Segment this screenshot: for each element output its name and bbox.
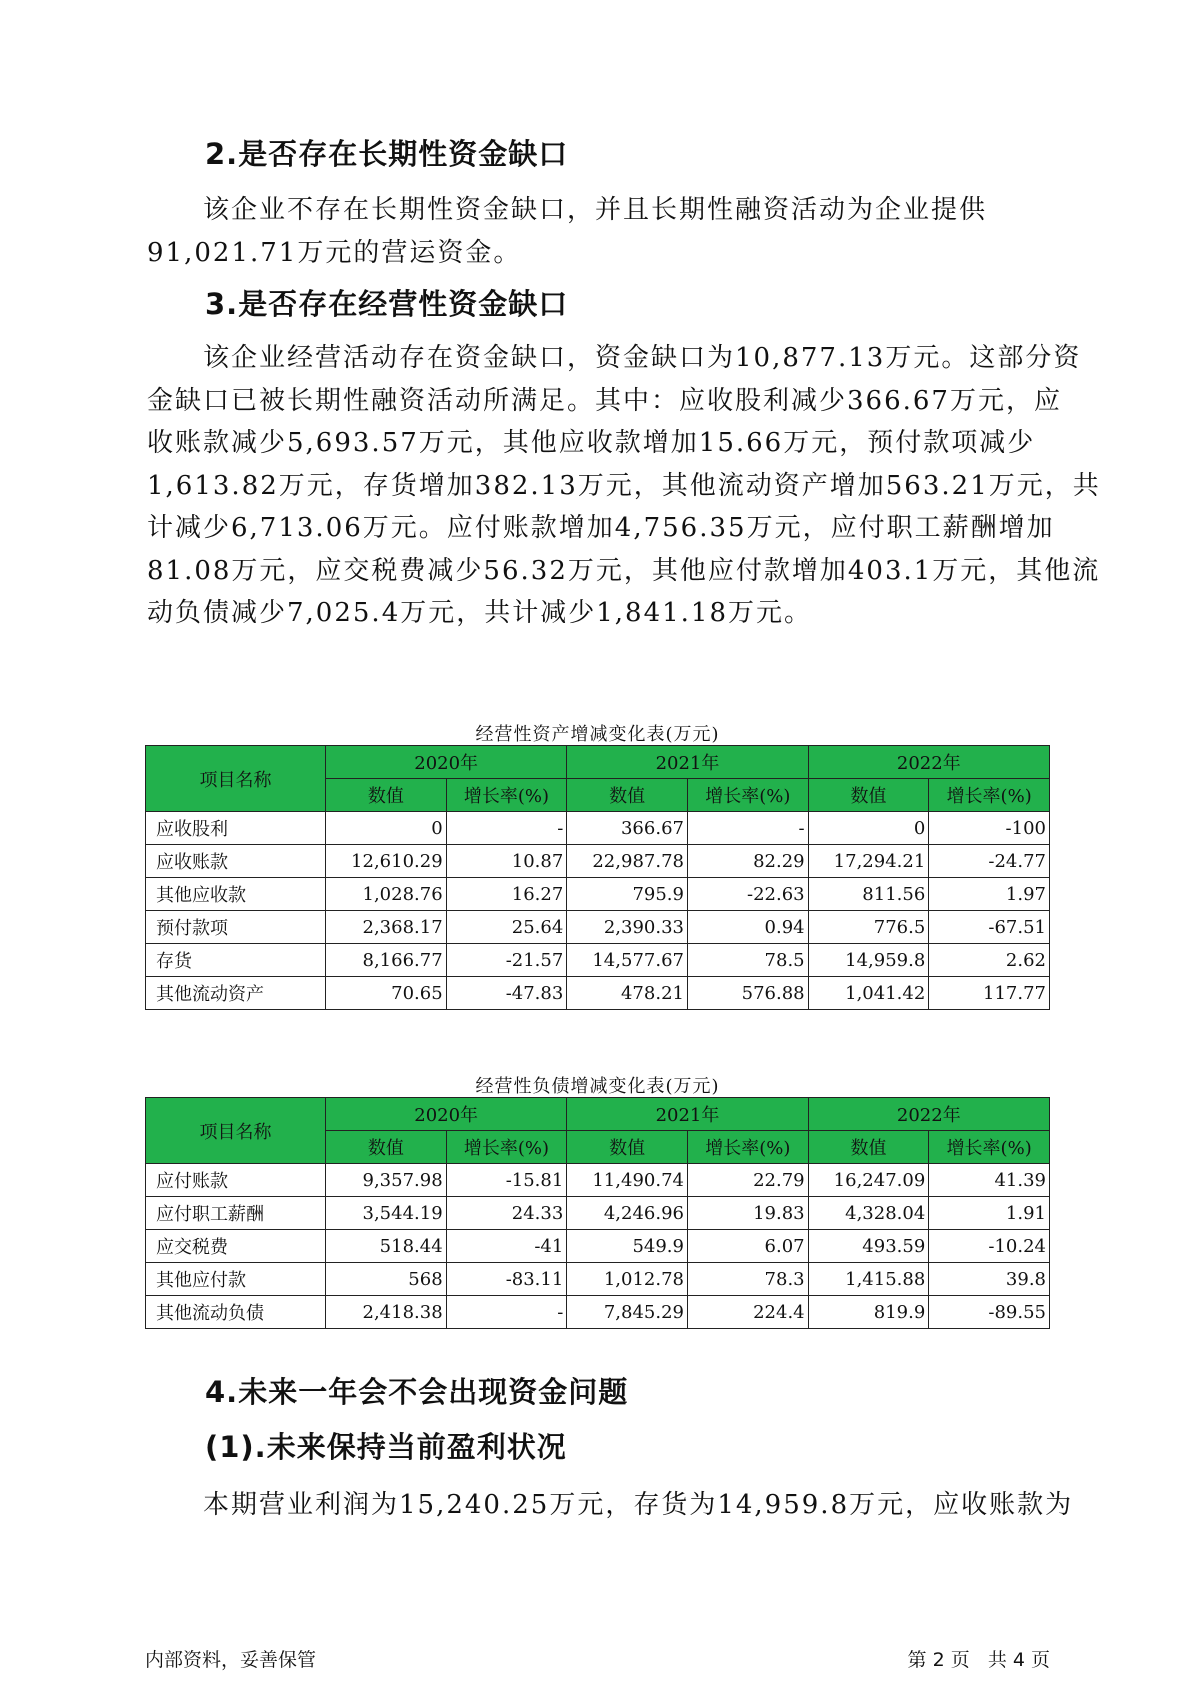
section-heading-2: 2.是否存在长期性资金缺口 xyxy=(205,137,569,171)
header-value: 数值 xyxy=(808,1131,929,1164)
paragraph-operating-gap xyxy=(147,337,1101,635)
table-row xyxy=(146,1164,1050,1197)
header-item-name: 项目名称 xyxy=(146,746,326,812)
row-label: 应交税费 xyxy=(146,1230,326,1263)
header-growth-rate: 增长率(%) xyxy=(929,779,1050,812)
row-label: 预付款项 xyxy=(146,911,326,944)
cell-rate: 41.39 xyxy=(929,1164,1050,1197)
cell-rate: -67.51 xyxy=(929,911,1050,944)
header-growth-rate: 增长率(%) xyxy=(929,1131,1050,1164)
cell-value: 0 xyxy=(326,812,447,845)
cell-value: 4,246.96 xyxy=(567,1197,688,1230)
cell-value: 11,490.74 xyxy=(567,1164,688,1197)
cell-value: 568 xyxy=(326,1263,447,1296)
table-row xyxy=(146,911,1050,944)
row-label: 其他应付款 xyxy=(146,1263,326,1296)
header-year: 2021年 xyxy=(567,746,808,779)
section-heading-3: 3.是否存在经营性资金缺口 xyxy=(205,287,569,321)
cell-rate: 39.8 xyxy=(929,1263,1050,1296)
cell-value: 518.44 xyxy=(326,1230,447,1263)
cell-rate: -83.11 xyxy=(446,1263,567,1296)
cell-value: 776.5 xyxy=(808,911,929,944)
cell-rate: 117.77 xyxy=(929,977,1050,1010)
cell-rate: 6.07 xyxy=(687,1230,808,1263)
header-value: 数值 xyxy=(326,1131,447,1164)
cell-rate: 78.3 xyxy=(687,1263,808,1296)
cell-rate: -24.77 xyxy=(929,845,1050,878)
header-value: 数值 xyxy=(567,779,688,812)
row-label: 应收股利 xyxy=(146,812,326,845)
header-growth-rate: 增长率(%) xyxy=(687,779,808,812)
header-year: 2021年 xyxy=(567,1098,808,1131)
cell-rate: 576.88 xyxy=(687,977,808,1010)
paragraph-line: 本期营业利润为15,240.25万元，存货为14,959.8万元，应收账款为 xyxy=(203,1490,1074,1520)
header-item-name: 项目名称 xyxy=(146,1098,326,1164)
cell-value: 22,987.78 xyxy=(567,845,688,878)
paragraph-line: 计减少6,713.06万元。应付账款增加4,756.35万元，应付职工薪酬增加 xyxy=(147,513,1055,543)
cell-value: 14,959.8 xyxy=(808,944,929,977)
cell-rate: 2.62 xyxy=(929,944,1050,977)
table-row xyxy=(146,878,1050,911)
header-year: 2020年 xyxy=(326,746,567,779)
paragraph-long-term-gap xyxy=(147,189,1052,274)
header-growth-rate: 增长率(%) xyxy=(446,779,567,812)
cell-rate: -10.24 xyxy=(929,1230,1050,1263)
header-growth-rate: 增长率(%) xyxy=(446,1131,567,1164)
paragraph-line: 该企业不存在长期性资金缺口，并且长期性融资活动为企业提供 xyxy=(203,195,988,225)
cell-value: 549.9 xyxy=(567,1230,688,1263)
cell-value: 12,610.29 xyxy=(326,845,447,878)
cell-rate: -21.57 xyxy=(446,944,567,977)
table-row xyxy=(146,1230,1050,1263)
cell-rate: 10.87 xyxy=(446,845,567,878)
paragraph-line: 金缺口已被长期性融资活动所满足。其中：应收股利减少366.67万元，应 xyxy=(147,385,1062,416)
row-label: 其他流动负债 xyxy=(146,1296,326,1329)
paragraph-line: 动负债减少7,025.4万元，共计减少1,841.18万元。 xyxy=(147,598,813,628)
table-row xyxy=(146,1197,1050,1230)
cell-value: 819.9 xyxy=(808,1296,929,1329)
cell-rate: -22.63 xyxy=(687,878,808,911)
cell-value: 9,357.98 xyxy=(326,1164,447,1197)
cell-value: 811.56 xyxy=(808,878,929,911)
row-label: 其他应收款 xyxy=(146,878,326,911)
cell-rate: 78.5 xyxy=(687,944,808,977)
cell-value: 8,166.77 xyxy=(326,944,447,977)
table-row xyxy=(146,944,1050,977)
cell-value: 2,390.33 xyxy=(567,911,688,944)
cell-rate: -47.83 xyxy=(446,977,567,1010)
cell-rate: -89.55 xyxy=(929,1296,1050,1329)
cell-rate: 24.33 xyxy=(446,1197,567,1230)
header-value: 数值 xyxy=(808,779,929,812)
cell-rate: 1.91 xyxy=(929,1197,1050,1230)
table-row xyxy=(146,812,1050,845)
cell-value: 16,247.09 xyxy=(808,1164,929,1197)
row-label: 其他流动资产 xyxy=(146,977,326,1010)
paragraph-future-outlook xyxy=(147,1484,1074,1527)
header-year: 2020年 xyxy=(326,1098,567,1131)
row-label: 存货 xyxy=(146,944,326,977)
assets-table xyxy=(145,745,1050,1010)
header-year: 2022年 xyxy=(808,1098,1049,1131)
cell-value: 0 xyxy=(808,812,929,845)
cell-rate: -15.81 xyxy=(446,1164,567,1197)
cell-rate: 224.4 xyxy=(687,1296,808,1329)
cell-rate: - xyxy=(687,812,808,845)
cell-value: 2,368.17 xyxy=(326,911,447,944)
liabilities-table xyxy=(145,1097,1050,1329)
table-row xyxy=(146,1296,1050,1329)
footer-page-number: 第 2 页 共 4 页 xyxy=(907,1649,1050,1671)
cell-rate: 0.94 xyxy=(687,911,808,944)
cell-value: 4,328.04 xyxy=(808,1197,929,1230)
liabilities-table-caption: 经营性负债增减变化表(万元) xyxy=(475,1076,720,1097)
paragraph-line: 81.08万元，应交税费减少56.32万元，其他应付款增加403.1万元，其他流 xyxy=(147,555,1101,586)
cell-rate: -41 xyxy=(446,1230,567,1263)
paragraph-line: 收账款减少5,693.57万元，其他应收款增加15.66万元，预付款项减少 xyxy=(147,428,1036,458)
cell-value: 478.21 xyxy=(567,977,688,1010)
cell-value: 1,415.88 xyxy=(808,1263,929,1296)
cell-value: 1,028.76 xyxy=(326,878,447,911)
cell-value: 14,577.67 xyxy=(567,944,688,977)
section-heading-4: 4.未来一年会不会出现资金问题 xyxy=(205,1375,629,1409)
cell-value: 7,845.29 xyxy=(567,1296,688,1329)
cell-rate: 1.97 xyxy=(929,878,1050,911)
header-growth-rate: 增长率(%) xyxy=(687,1131,808,1164)
cell-value: 70.65 xyxy=(326,977,447,1010)
cell-value: 2,418.38 xyxy=(326,1296,447,1329)
header-value: 数值 xyxy=(567,1131,688,1164)
cell-rate: -100 xyxy=(929,812,1050,845)
cell-value: 3,544.19 xyxy=(326,1197,447,1230)
table-row xyxy=(146,1263,1050,1296)
cell-rate: 19.83 xyxy=(687,1197,808,1230)
cell-value: 17,294.21 xyxy=(808,845,929,878)
row-label: 应收账款 xyxy=(146,845,326,878)
cell-value: 1,041.42 xyxy=(808,977,929,1010)
paragraph-line: 该企业经营活动存在资金缺口，资金缺口为10,877.13万元。这部分资 xyxy=(203,343,1082,373)
header-value: 数值 xyxy=(326,779,447,812)
cell-rate: - xyxy=(446,1296,567,1329)
cell-rate: - xyxy=(446,812,567,845)
cell-rate: 82.29 xyxy=(687,845,808,878)
cell-value: 795.9 xyxy=(567,878,688,911)
footer-confidential-note: 内部资料，妥善保管 xyxy=(145,1649,317,1671)
header-year: 2022年 xyxy=(808,746,1049,779)
cell-value: 366.67 xyxy=(567,812,688,845)
row-label: 应付职工薪酬 xyxy=(146,1197,326,1230)
row-label: 应付账款 xyxy=(146,1164,326,1197)
cell-value: 1,012.78 xyxy=(567,1263,688,1296)
cell-rate: 16.27 xyxy=(446,878,567,911)
assets-table-caption: 经营性资产增减变化表(万元) xyxy=(475,724,720,745)
table-row xyxy=(146,977,1050,1010)
paragraph-line: 91,021.71万元的营运资金。 xyxy=(147,237,522,268)
subsection-heading-4-1: (1).未来保持当前盈利状况 xyxy=(205,1430,567,1464)
paragraph-line: 1,613.82万元，存货增加382.13万元，其他流动资产增加563.21万元，共 xyxy=(147,470,1101,501)
cell-rate: 25.64 xyxy=(446,911,567,944)
cell-value: 493.59 xyxy=(808,1230,929,1263)
table-row xyxy=(146,845,1050,878)
cell-rate: 22.79 xyxy=(687,1164,808,1197)
